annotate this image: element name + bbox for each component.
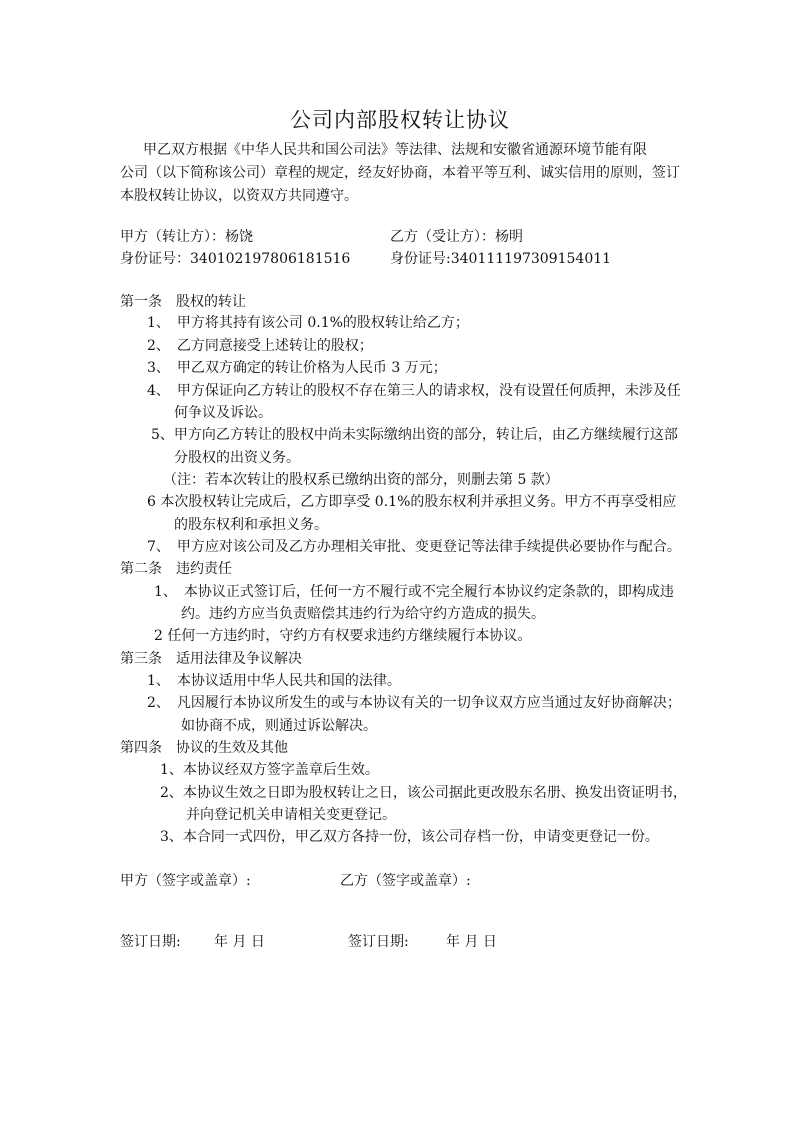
article-3-heading: 第三条 适用法律及争议解决	[120, 651, 302, 667]
party-b-date-label: 签订日期:	[348, 934, 409, 950]
preamble-line-3: 本股权转让协议，以资双方共同遵守。	[120, 188, 358, 204]
article-1-item: 6 本次股权转让完成后，乙方即享受 0.1%的股东权利并承担义务。甲方不再享受相应	[147, 494, 677, 510]
party-a-date-label: 签订日期:	[120, 934, 181, 950]
article-4-item: 3、本合同一式四份，甲乙双方各持一份，该公司存档一份，申请变更登记一份。	[160, 829, 659, 845]
article-2-item: 2 任何一方违约时，守约方有权要求违约方继续履行本协议。	[154, 628, 532, 644]
article-3-item: 2、 凡因履行本协议所发生的或与本协议有关的一切争议双方应当通过友好协商解决；	[147, 695, 681, 711]
article-1-item-cont: 何争议及诉讼。	[174, 405, 272, 421]
article-1-item-cont: 分股权的出资义务。	[174, 450, 300, 466]
party-b-date-value: 年 月 日	[446, 934, 497, 950]
party-b-id: 身份证号:340111197309154011	[390, 251, 612, 267]
article-4-item: 2、本协议生效之日即为股权转让之日，该公司据此更改股东名册、换发出资证明书，	[160, 785, 687, 801]
document-title: 公司内部股权转让协议	[290, 108, 510, 132]
article-1-item: 2、 乙方同意接受上述转让的股权；	[147, 338, 373, 354]
party-b-signature: 乙方（签字或盖章）:	[340, 873, 471, 889]
party-a-date-value: 年 月 日	[214, 934, 265, 950]
article-3-item: 1、 本协议适用中华人民共和国的法律。	[147, 673, 401, 689]
article-2-item: 1、 本协议正式签订后，任何一方不履行或不完全履行本协议约定条款的，即构成违	[154, 584, 674, 600]
party-a-signature: 甲方（签字或盖章）:	[120, 873, 251, 889]
article-4-item-cont: 并向登记机关申请相关变更登记。	[186, 807, 396, 823]
article-1-item: 7、 甲方应对该公司及乙方办理相关审批、变更登记等法律手续提供必要协作与配合。	[147, 539, 681, 555]
article-1-item: 1、 甲方将其持有该公司 0.1%的股权转让给乙方；	[147, 315, 469, 331]
preamble-line-1: 甲乙双方根据《中华人民共和国公司法》等法律、法规和安徽省通源环境节能有限	[143, 142, 647, 158]
article-2-heading: 第二条 违约责任	[120, 561, 232, 577]
article-4-item: 1、本协议经双方签字盖章后生效。	[160, 762, 379, 778]
party-a-id: 身份证号：340102197806181516	[120, 251, 351, 267]
article-2-item-cont: 约。违约方应当负责赔偿其违约行为给守约方造成的损失。	[181, 606, 545, 622]
preamble-line-2: 公司（以下简称该公司）章程的规定，经友好协商，本着平等互利、诚实信用的原则，签订	[120, 165, 680, 181]
article-3-item-cont: 如协商不成，则通过诉讼解决。	[181, 718, 377, 734]
party-b-name: 乙方（受让方）：杨明	[390, 229, 523, 245]
article-1-heading: 第一条 股权的转让	[120, 294, 246, 310]
article-1-item-cont: 的股东权利和承担义务。	[174, 517, 328, 533]
article-4-heading: 第四条 协议的生效及其他	[120, 740, 288, 756]
article-1-item: 3、 甲乙双方确定的转让价格为人民币 3 万元；	[147, 360, 447, 376]
article-1-item: 4、 甲方保证向乙方转让的股权不存在第三人的请求权，没有设置任何质押，未涉及任	[147, 383, 681, 399]
article-1-item: 5、甲方向乙方转让的股权中尚未实际缴纳出资的部分，转让后，由乙方继续履行这部	[151, 427, 678, 443]
party-a-name: 甲方（转让方）：杨饶	[120, 229, 253, 245]
article-1-note: （注：若本次转让的股权系已缴纳出资的部分，则删去第 5 款）	[163, 472, 559, 488]
